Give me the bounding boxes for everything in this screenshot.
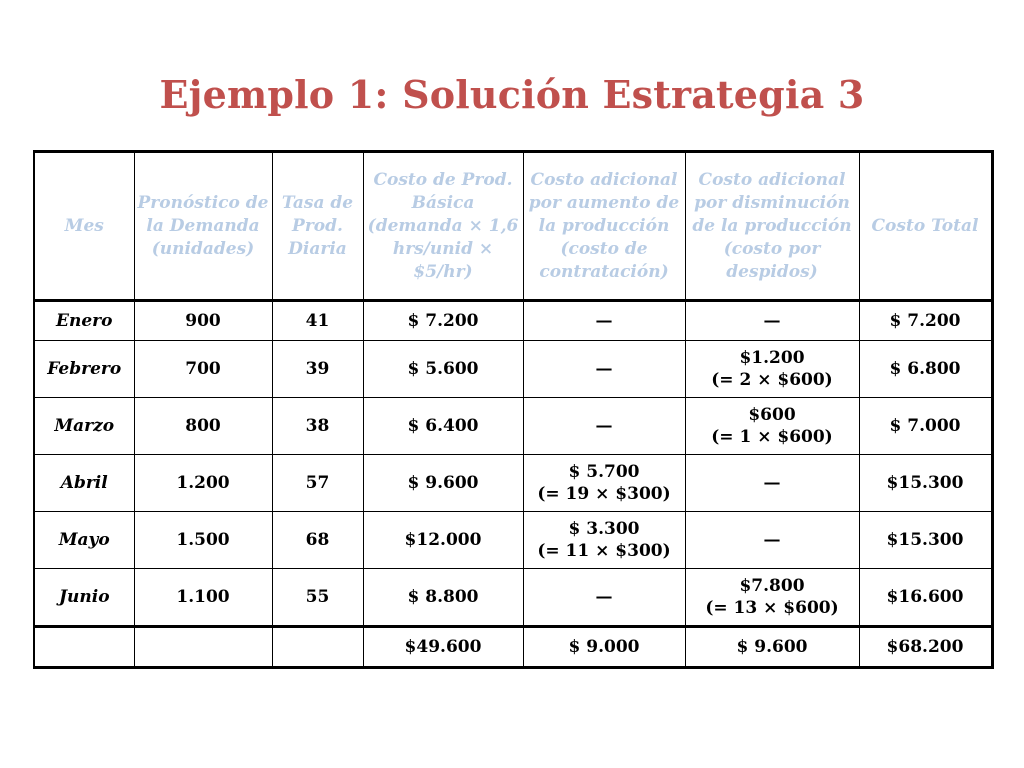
cell-aumento-value: — xyxy=(595,311,613,331)
header-demanda: Pronóstico de la Demanda (unidades) xyxy=(134,152,272,301)
table-row xyxy=(34,341,992,398)
cell-disminucion-value: $7.800 xyxy=(739,576,805,596)
totals-row xyxy=(34,627,992,668)
cell-basica: $ 9.600 xyxy=(363,455,523,512)
cell-basica: $ 5.600 xyxy=(363,341,523,398)
cell-aumento-value: $ 3.300 xyxy=(568,519,640,539)
cell-total: $15.300 xyxy=(859,455,992,512)
cell-aumento-value: — xyxy=(595,416,613,436)
total-basica: $49.600 xyxy=(363,627,523,668)
cell-disminucion-calc: (= 1 × $600) xyxy=(711,427,833,447)
cell-demanda: 700 xyxy=(134,341,272,398)
total-costo: $68.200 xyxy=(859,627,992,668)
cell-mes: Abril xyxy=(34,455,134,512)
cell-disminucion-value: — xyxy=(763,311,781,331)
cell-tasa: 38 xyxy=(272,398,363,455)
cell-aumento-calc: (= 11 × $300) xyxy=(537,541,671,561)
slide-title: Ejemplo 1: Solución Estrategia 3 xyxy=(159,72,865,117)
cell-disminucion-value: $1.200 xyxy=(739,348,805,368)
cell-demanda: 800 xyxy=(134,398,272,455)
cell-aumento-value: — xyxy=(595,359,613,379)
cell-aumento xyxy=(523,512,685,569)
cell-aumento-value: — xyxy=(595,587,613,607)
cell-total: $15.300 xyxy=(859,512,992,569)
header-mes: Mes xyxy=(34,152,134,301)
header-costo-disminucion: Costo adicional por disminución de la producción (costo por despidos) xyxy=(685,152,859,301)
cell-disminucion-calc: (= 13 × $600) xyxy=(705,598,839,618)
cell-mes: Marzo xyxy=(34,398,134,455)
cell-tasa: 55 xyxy=(272,569,363,627)
header-costo-basica: Costo de Prod. Básica (demanda × 1,6 hrs/unid × $5/hr) xyxy=(363,152,523,301)
table-row xyxy=(34,398,992,455)
cell-mes: Enero xyxy=(34,301,134,341)
cell-aumento xyxy=(523,398,685,455)
cell-mes: Febrero xyxy=(34,341,134,398)
cell-empty xyxy=(134,627,272,668)
cell-demanda: 1.200 xyxy=(134,455,272,512)
table-row xyxy=(34,301,992,341)
cell-basica: $12.000 xyxy=(363,512,523,569)
header-costo-total: Costo Total xyxy=(859,152,992,301)
cell-empty xyxy=(34,627,134,668)
cell-disminucion xyxy=(685,455,859,512)
cell-aumento xyxy=(523,301,685,341)
cell-aumento-value: $ 5.700 xyxy=(568,462,640,482)
header-costo-aumento: Costo adicional por aumento de la producción (costo de contratación) xyxy=(523,152,685,301)
cell-basica: $ 6.400 xyxy=(363,398,523,455)
cell-disminucion-value: $600 xyxy=(748,405,796,425)
header-row xyxy=(34,152,992,301)
cell-mes: Junio xyxy=(34,569,134,627)
cell-tasa: 39 xyxy=(272,341,363,398)
cell-tasa: 57 xyxy=(272,455,363,512)
cell-disminucion xyxy=(685,341,859,398)
table-row xyxy=(34,455,992,512)
cell-basica: $ 7.200 xyxy=(363,301,523,341)
cell-basica: $ 8.800 xyxy=(363,569,523,627)
strategy-cost-table xyxy=(33,150,994,669)
cell-total: $ 7.200 xyxy=(859,301,992,341)
table-row xyxy=(34,569,992,627)
total-aumento: $ 9.000 xyxy=(523,627,685,668)
cell-disminucion xyxy=(685,512,859,569)
cell-tasa: 68 xyxy=(272,512,363,569)
cell-aumento xyxy=(523,341,685,398)
cell-demanda: 1.100 xyxy=(134,569,272,627)
cell-total: $ 6.800 xyxy=(859,341,992,398)
cell-disminucion-value: — xyxy=(763,473,781,493)
cell-mes: Mayo xyxy=(34,512,134,569)
header-tasa: Tasa de Prod. Diaria xyxy=(272,152,363,301)
cell-empty xyxy=(272,627,363,668)
cell-total: $ 7.000 xyxy=(859,398,992,455)
cell-demanda: 1.500 xyxy=(134,512,272,569)
cell-total: $16.600 xyxy=(859,569,992,627)
cell-tasa: 41 xyxy=(272,301,363,341)
cell-disminucion xyxy=(685,301,859,341)
cell-demanda: 900 xyxy=(134,301,272,341)
cell-aumento xyxy=(523,569,685,627)
cell-disminucion-calc: (= 2 × $600) xyxy=(711,370,833,390)
cell-disminucion-value: — xyxy=(763,530,781,550)
cell-disminucion xyxy=(685,569,859,627)
cell-aumento-calc: (= 19 × $300) xyxy=(537,484,671,504)
cell-aumento xyxy=(523,455,685,512)
total-disminucion: $ 9.600 xyxy=(685,627,859,668)
cell-disminucion xyxy=(685,398,859,455)
table-row xyxy=(34,512,992,569)
